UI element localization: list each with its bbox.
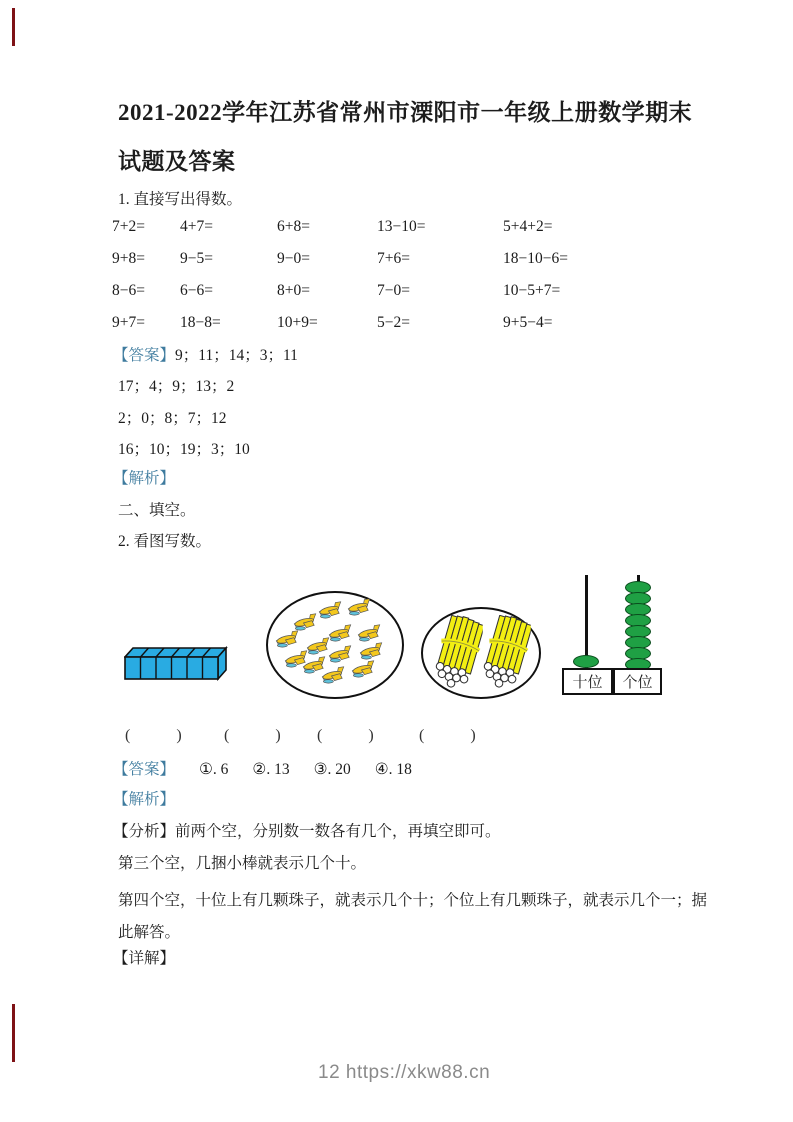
problem-cell: 7+2= [112,218,145,235]
plane-icon [350,660,376,680]
page-footer-url: 12 https://xkw88.cn [318,1062,491,1083]
plane-icon [356,624,382,644]
problem-cell: 5+4+2= [503,218,553,235]
q2-analysis-label: 【解析】 [113,791,176,808]
answer-item: ②. 13 [252,761,290,778]
problem-cell: 13−10= [377,218,426,235]
problem-cell: 5−2= [377,314,410,331]
q1-analysis-label: 【解析】 [113,470,176,487]
tens-place-box: 十位 [562,668,613,695]
plane-icon [320,666,346,686]
problem-cell: 7−0= [377,282,410,299]
analysis-tag: 【分析】 [113,823,176,840]
stick-bundles-ellipse-figure [421,607,541,699]
q1-prompt: 1. 直接写出得数。 [118,191,243,208]
red-edge-mark-bottom [12,1004,15,1062]
answer-blank: ( ) [419,727,476,744]
plane-icon [358,642,384,662]
answer-item: ①. 6 [199,761,229,778]
stick-bundle-icon [435,615,483,689]
q2-analysis-line-1: 【分析】前两个空，分别数一数各有几个，再填空即可。 [113,823,501,840]
problem-cell: 8−6= [112,282,145,299]
answer-blank: ( ) [125,727,182,744]
answer-blank: ( ) [317,727,374,744]
q2-answer-line [113,757,412,779]
abacus-bead [573,655,599,668]
problem-cell: 6+8= [277,218,310,235]
answer-blank: ( ) [224,727,281,744]
q1-answer-line-4: 16；10；19；3；10 [118,441,250,458]
answer-values: 9；11；14；3；11 [175,347,298,364]
stick-bundle-icon [483,615,531,689]
problem-cell: 18−10−6= [503,250,568,267]
ones-place-box: 个位 [613,668,662,695]
page-title: 2021-2022学年江苏省常州市溧阳市一年级上册数学期末试题及答案 [118,100,693,174]
problem-cell: 4+7= [180,218,213,235]
problem-cell: 9+5−4= [503,314,553,331]
q2-analysis-line-3: 第四个空，十位上有几颗珠子，就表示几个十；个位上有几颗珠子，就表示几个一；据此解答。 [118,892,708,941]
plane-icon [346,598,372,618]
q2-analysis-line-2: 第三个空，几捆小棒就表示几个十。 [118,855,367,872]
planes-ellipse-figure [266,591,404,699]
red-edge-mark-top [12,8,15,46]
problem-cell: 10+9= [277,314,318,331]
problem-cell: 18−8= [180,314,221,331]
plane-icon [274,630,300,650]
answer-label: 【答案】 [113,347,176,364]
q2-detail-tag: 【详解】 [113,950,176,967]
q2-prompt: 2. 看图写数。 [118,533,212,550]
problem-cell: 9+7= [112,314,145,331]
answer-item: ③. 20 [313,761,351,778]
plane-icon [317,601,343,621]
q1-answer-line-3: 2；0；8；7；12 [118,410,227,427]
problem-cell: 7+6= [377,250,410,267]
problem-cell: 9−5= [180,250,213,267]
problem-cell: 9−0= [277,250,310,267]
q1-answer-line-1 [113,345,298,366]
problem-cell: 10−5+7= [503,282,561,299]
answer-item: ④. 18 [374,761,412,778]
answer-label: 【答案】 [113,761,176,778]
problem-cell: 6−6= [180,282,213,299]
section2-heading: 二、填空。 [118,502,196,519]
q1-problem-grid [112,218,568,346]
problem-cell: 8+0= [277,282,310,299]
q1-answer-line-2: 17；4；9；13；2 [118,378,235,395]
problem-cell: 9+8= [112,250,145,267]
cube-bar-figure [124,645,228,681]
